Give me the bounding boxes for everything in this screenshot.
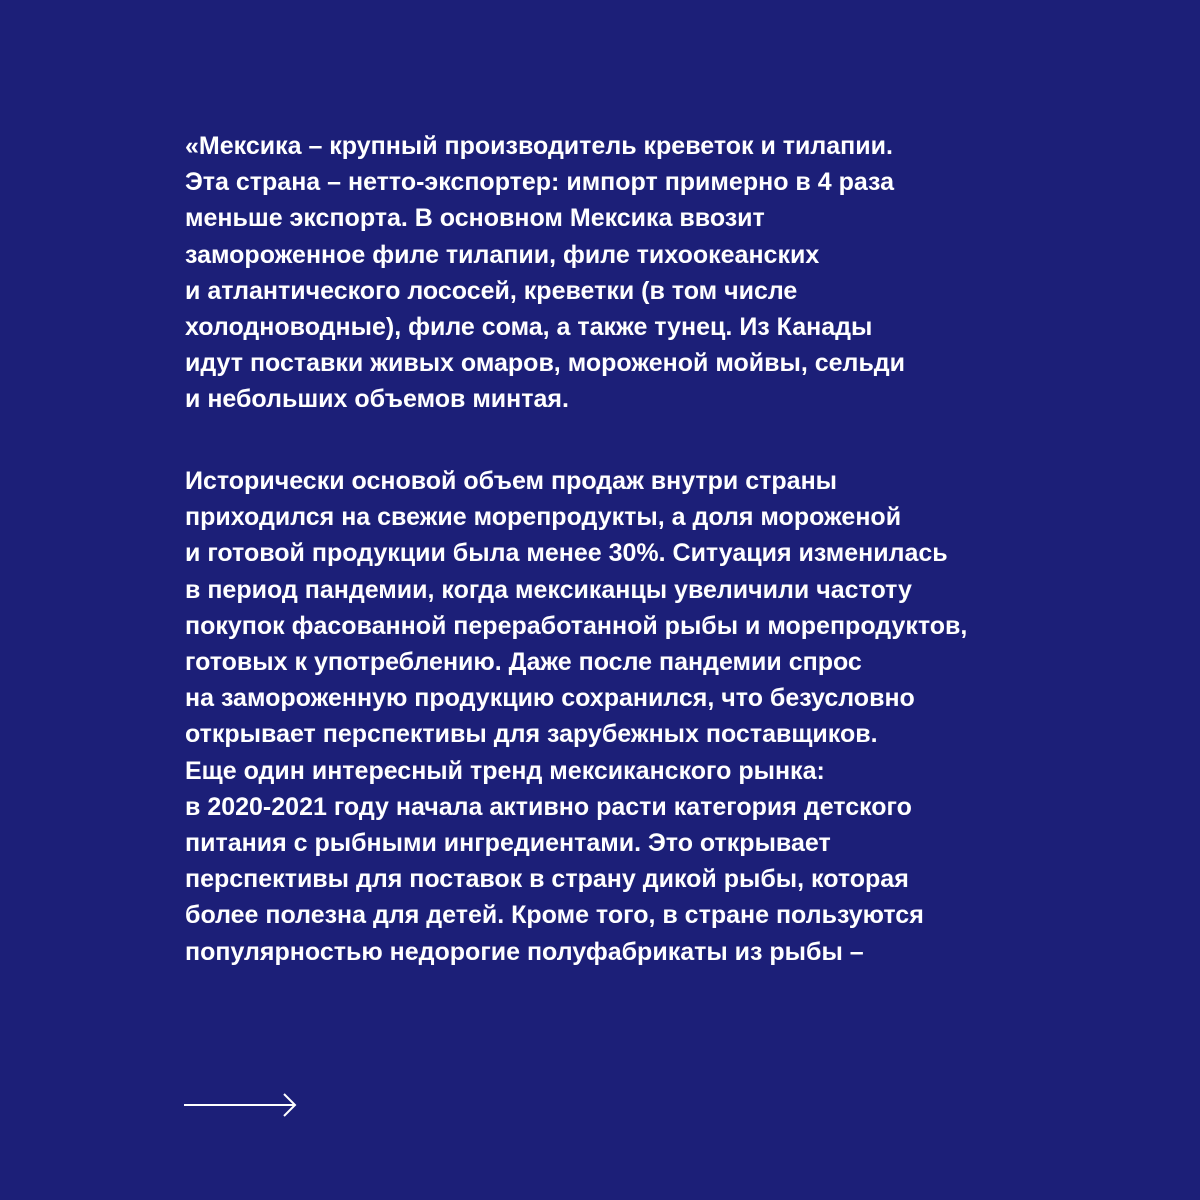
paragraph-mexico-producer [185, 128, 1085, 418]
text-line: приходился на свежие морепродукты, а доля мороженой [185, 503, 902, 532]
paragraph-domestic-sales [185, 463, 1085, 970]
text-line: в 2020-2021 году начала активно расти категория детского [185, 792, 912, 821]
text-line: и небольших объемов минтая. [185, 385, 569, 414]
text-line: «Мексика – крупный производитель креветок и тилапии. [185, 132, 893, 160]
text-line: перспективы для поставок в страну дикой рыбы, которая [185, 865, 909, 894]
text-line: Еще один интересный тренд мексиканского рынка: [185, 756, 825, 785]
text-line: идут поставки живых омаров, мороженой мойвы, сельди [185, 349, 906, 378]
text-line: в период пандемии, когда мексиканцы увеличили частоту [185, 575, 912, 604]
text-line: замороженное филе тилапии, филе тихоокеанских [185, 240, 820, 269]
text-line: более полезна для детей. Кроме того, в стране пользуются [185, 901, 924, 930]
arrow-right-icon[interactable] [184, 1092, 298, 1118]
text-line: Эта страна – нетто-экспортер: импорт примерно в 4 раза [185, 168, 895, 197]
text-line: меньше экспорта. В основном Мексика ввозит [185, 204, 765, 233]
text-line: популярностью недорогие полуфабрикаты из рыбы – [185, 937, 864, 966]
text-line: покупок фасованной переработанной рыбы и морепродуктов, [185, 611, 968, 640]
text-line: готовых к употреблению. Даже после пандемии спрос [185, 648, 862, 677]
text-line: питания с рыбными ингредиентами. Это открывает [185, 829, 831, 858]
text-line: и готовой продукции была менее 30%. Ситуация изменилась [185, 539, 948, 568]
text-line: открывает перспективы для зарубежных поставщиков. [185, 720, 878, 749]
text-line: на замороженную продукцию сохранился, что безусловно [185, 684, 915, 713]
text-line: холодноводные), филе сома, а также тунец. Из Канады [185, 313, 873, 342]
text-line: и атлантического лососей, креветки (в том числе [185, 276, 798, 305]
text-line: Исторически основой объем продаж внутри страны [185, 467, 838, 495]
